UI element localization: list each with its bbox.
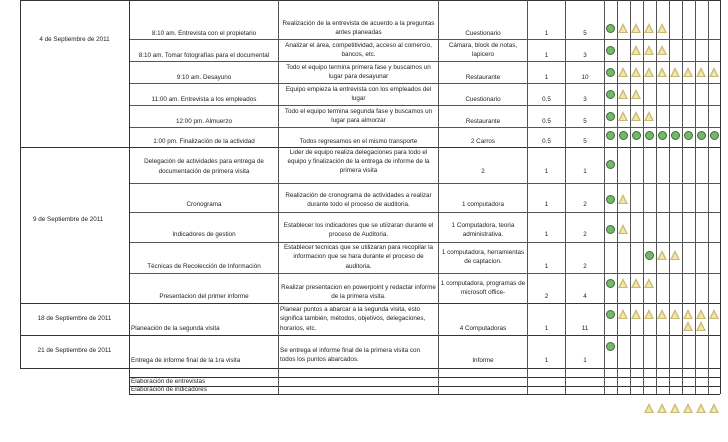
pending-triangle-icon (670, 309, 680, 319)
value-cell: 11 (581, 324, 589, 332)
description-cell: Realización de la entrevista de acuerdo a la preguntas antes planeadas (282, 19, 435, 36)
value-cell: 1 (583, 167, 587, 175)
pending-triangle-icon (631, 23, 641, 33)
progress-circle-icon (697, 131, 706, 140)
value-cell: 1 (544, 73, 549, 81)
pending-triangle-icon (631, 111, 641, 121)
pending-triangle-icon (657, 45, 667, 55)
date-cell: 21 de Septiembre de 2011 (37, 347, 112, 355)
activity-cell: 8:10 am. Entrevista con el propietario (151, 29, 257, 37)
pending-triangle-icon (709, 67, 719, 77)
progress-circle-icon (619, 131, 628, 140)
activity-cell: Cronograma (186, 200, 222, 208)
value-cell: 3 (583, 51, 587, 59)
grid-line (682, 0, 683, 394)
progress-circle-icon (710, 131, 719, 140)
pending-triangle-icon (644, 111, 654, 121)
pending-triangle-icon (618, 111, 628, 121)
pending-triangle-icon (631, 278, 641, 288)
pending-triangle-icon (618, 89, 628, 99)
pending-triangle-icon (644, 23, 654, 33)
grid-line (20, 0, 720, 1)
value-cell: 3 (583, 95, 587, 103)
grid-line (604, 0, 605, 394)
date-cell: 18 de Septiembre de 2011 (37, 315, 112, 323)
grid-line (630, 0, 631, 394)
value-cell: 0.5 (542, 95, 551, 103)
progress-circle-icon (606, 24, 615, 33)
value-cell: 1 (583, 356, 587, 364)
description-cell: Analizar el área, competitividad, acceso al comercio, bancos, etc. (285, 41, 432, 58)
value-cell: 5 (583, 117, 587, 125)
pending-triangle-icon (631, 45, 641, 55)
progress-circle-icon (606, 160, 615, 169)
progress-circle-icon (606, 279, 615, 288)
value-cell: 1 (544, 356, 549, 364)
value-cell: 0.5 (542, 137, 551, 145)
pending-triangle-icon (644, 403, 654, 413)
value-cell: 2 (583, 200, 587, 208)
value-cell: 2 (583, 262, 587, 270)
activity-cell: Delegación de actividades para entrega de documentación de primera visita (144, 158, 264, 175)
resource-cell: 1 computadora, programas de microsoft office- (440, 279, 526, 296)
pending-triangle-icon (618, 23, 628, 33)
pending-triangle-icon (657, 23, 667, 33)
resource-cell: 1 Computadora, teoria administrativa. (451, 221, 515, 238)
activity-cell: 9:10 am. Desayuno (176, 73, 232, 81)
resource-cell: Cuestionario (465, 29, 501, 37)
value-cell: 1 (544, 167, 549, 175)
description-cell: Planear puntos a abarcar a la segunda visita, esto significa también, métodos, objetivos, delegaciones, horarios, etc. (280, 306, 426, 332)
activity-cell: 11:00 am. Entrevista a los empleados (151, 95, 257, 103)
value-cell: 5 (583, 29, 587, 37)
progress-circle-icon (606, 310, 615, 319)
activity-cell: Entrega de informe final de la 1ra visita (131, 356, 241, 364)
pending-triangle-icon (631, 67, 641, 77)
description-cell: Lider de equipo realiza delegaciones para todo el equipo y finalización de la entrega de informe de la primera visita (287, 148, 430, 175)
value-cell: 2 (583, 230, 587, 238)
pending-triangle-icon (618, 67, 628, 77)
resource-cell: 1 computadora (461, 200, 504, 208)
progress-circle-icon (632, 131, 641, 140)
progress-circle-icon (606, 342, 615, 351)
progress-circle-icon (606, 225, 615, 234)
activity-cell: Indicadores de gestion (172, 230, 236, 238)
progress-circle-icon (684, 131, 693, 140)
grid-line (720, 0, 721, 394)
grid-line (129, 394, 720, 395)
pending-triangle-icon (644, 278, 654, 288)
value-cell: 0.5 (542, 117, 551, 125)
progress-circle-icon (606, 46, 615, 55)
grid-line (20, 335, 720, 336)
pending-triangle-icon (683, 403, 693, 413)
resource-cell: Informe (472, 356, 494, 364)
pending-triangle-icon (683, 309, 693, 319)
value-cell: 1 (544, 230, 549, 238)
value-cell: 1 (544, 51, 549, 59)
pending-triangle-icon (644, 67, 654, 77)
pending-triangle-icon (657, 309, 667, 319)
pending-triangle-icon (696, 309, 706, 319)
resource-cell: Cuestionario (465, 95, 501, 103)
pending-triangle-icon (631, 309, 641, 319)
progress-circle-icon (671, 131, 680, 140)
pending-triangle-icon (709, 309, 719, 319)
progress-circle-icon (645, 131, 654, 140)
date-cell: 4 de Septiembre de 2011 (39, 36, 110, 44)
grid-line (129, 212, 720, 213)
pending-triangle-icon (618, 194, 628, 204)
activity-cell: Técnicas de Recolección de Información (147, 262, 261, 270)
activity-cell: 8:10 am. Tomar fotografías para el documental (138, 51, 270, 59)
pending-triangle-icon (657, 67, 667, 77)
progress-circle-icon (606, 195, 615, 204)
progress-circle-icon (606, 90, 615, 99)
description-cell: Todo el equipo termina segunda fase y buscamos un lugar para almorzar (284, 107, 433, 124)
activity-cell: 12:00 pm. Almuerzo (175, 117, 232, 125)
resource-cell: 1 computadora, herramientas de captacion. (441, 248, 525, 265)
resource-cell: 2 Carros (470, 137, 496, 145)
activity-cell: Planeación de la segunda visita (131, 324, 220, 332)
description-cell: Establecer los indicadores que se utiizaran durante el proceso de Auditoria. (283, 221, 434, 238)
description-cell: Establecer tecnicas que se utilizaran para recopilar la informacion que se hara durante el proceso de auditoria. (283, 244, 434, 270)
grid-line (695, 0, 696, 394)
extra-activity-cell: Elaboración de entrevistas (131, 377, 206, 385)
grid-line (669, 0, 670, 394)
pending-triangle-icon (644, 45, 654, 55)
progress-circle-icon (658, 131, 667, 140)
pending-triangle-icon (657, 250, 667, 260)
resource-cell: 2 (481, 167, 485, 175)
value-cell: 4 (583, 292, 587, 300)
pending-triangle-icon (696, 403, 706, 413)
pending-triangle-icon (670, 250, 680, 260)
value-cell: 2 (544, 292, 549, 300)
pending-triangle-icon (670, 67, 680, 77)
value-cell: 5 (583, 137, 587, 145)
pending-triangle-icon (644, 309, 654, 319)
pending-triangle-icon (618, 224, 628, 234)
pending-triangle-icon (670, 403, 680, 413)
value-cell: 1 (544, 200, 549, 208)
resource-cell: Restaurante (465, 73, 501, 81)
pending-triangle-icon (618, 278, 628, 288)
value-cell: 1 (544, 262, 549, 270)
description-cell: Todo el equipo termina primera fase y buscamos un lugar para desayunar (286, 63, 431, 80)
pending-triangle-icon (683, 67, 693, 77)
progress-circle-icon (645, 251, 654, 260)
date-cell: 9 de Septiembre de 2011 (33, 216, 104, 224)
pending-triangle-icon (631, 89, 641, 99)
pending-triangle-icon (709, 403, 719, 413)
grid-line (129, 183, 720, 184)
grid-line (656, 0, 657, 394)
pending-triangle-icon (683, 321, 693, 331)
pending-triangle-icon (657, 403, 667, 413)
description-cell: Realizar presentacion en powerpoint y redactar informe de la primera visita. (281, 283, 436, 300)
extra-activity-cell: Elaboración de indicadores (131, 386, 207, 394)
pending-triangle-icon (696, 321, 706, 331)
resource-cell: Cámara, block de notas, lapicero (448, 41, 518, 58)
description-cell: Equipo empieza la entrevista con los empleados del lugar (285, 85, 432, 102)
progress-circle-icon (606, 68, 615, 77)
pending-triangle-icon (618, 309, 628, 319)
grid-line (708, 0, 709, 394)
grid-line (129, 127, 720, 128)
description-cell: Realización de cronograma de actividades a realizar durante todo el proceso de auditoria. (285, 191, 432, 208)
progress-circle-icon (606, 131, 615, 140)
activity-cell: Presentacion del primer informe (159, 292, 249, 300)
description-cell: Todos regresamos en el mismo transporte (299, 137, 418, 145)
activity-cell: 1:00 pm. Finalización de la actividad (153, 137, 255, 145)
value-cell: 1 (544, 324, 549, 332)
resource-cell: 4 Computadoras (459, 324, 507, 332)
progress-circle-icon (606, 112, 615, 121)
value-cell: 10 (581, 73, 589, 81)
grid-line (20, 368, 720, 369)
resource-cell: Restaurante (465, 117, 501, 125)
grid-line (129, 273, 720, 274)
value-cell: 1 (544, 29, 549, 37)
pending-triangle-icon (696, 67, 706, 77)
description-cell: Se entrega el informe final de la primera visita con todos los puntos abarcados. (280, 346, 421, 363)
grid-line (643, 0, 644, 394)
